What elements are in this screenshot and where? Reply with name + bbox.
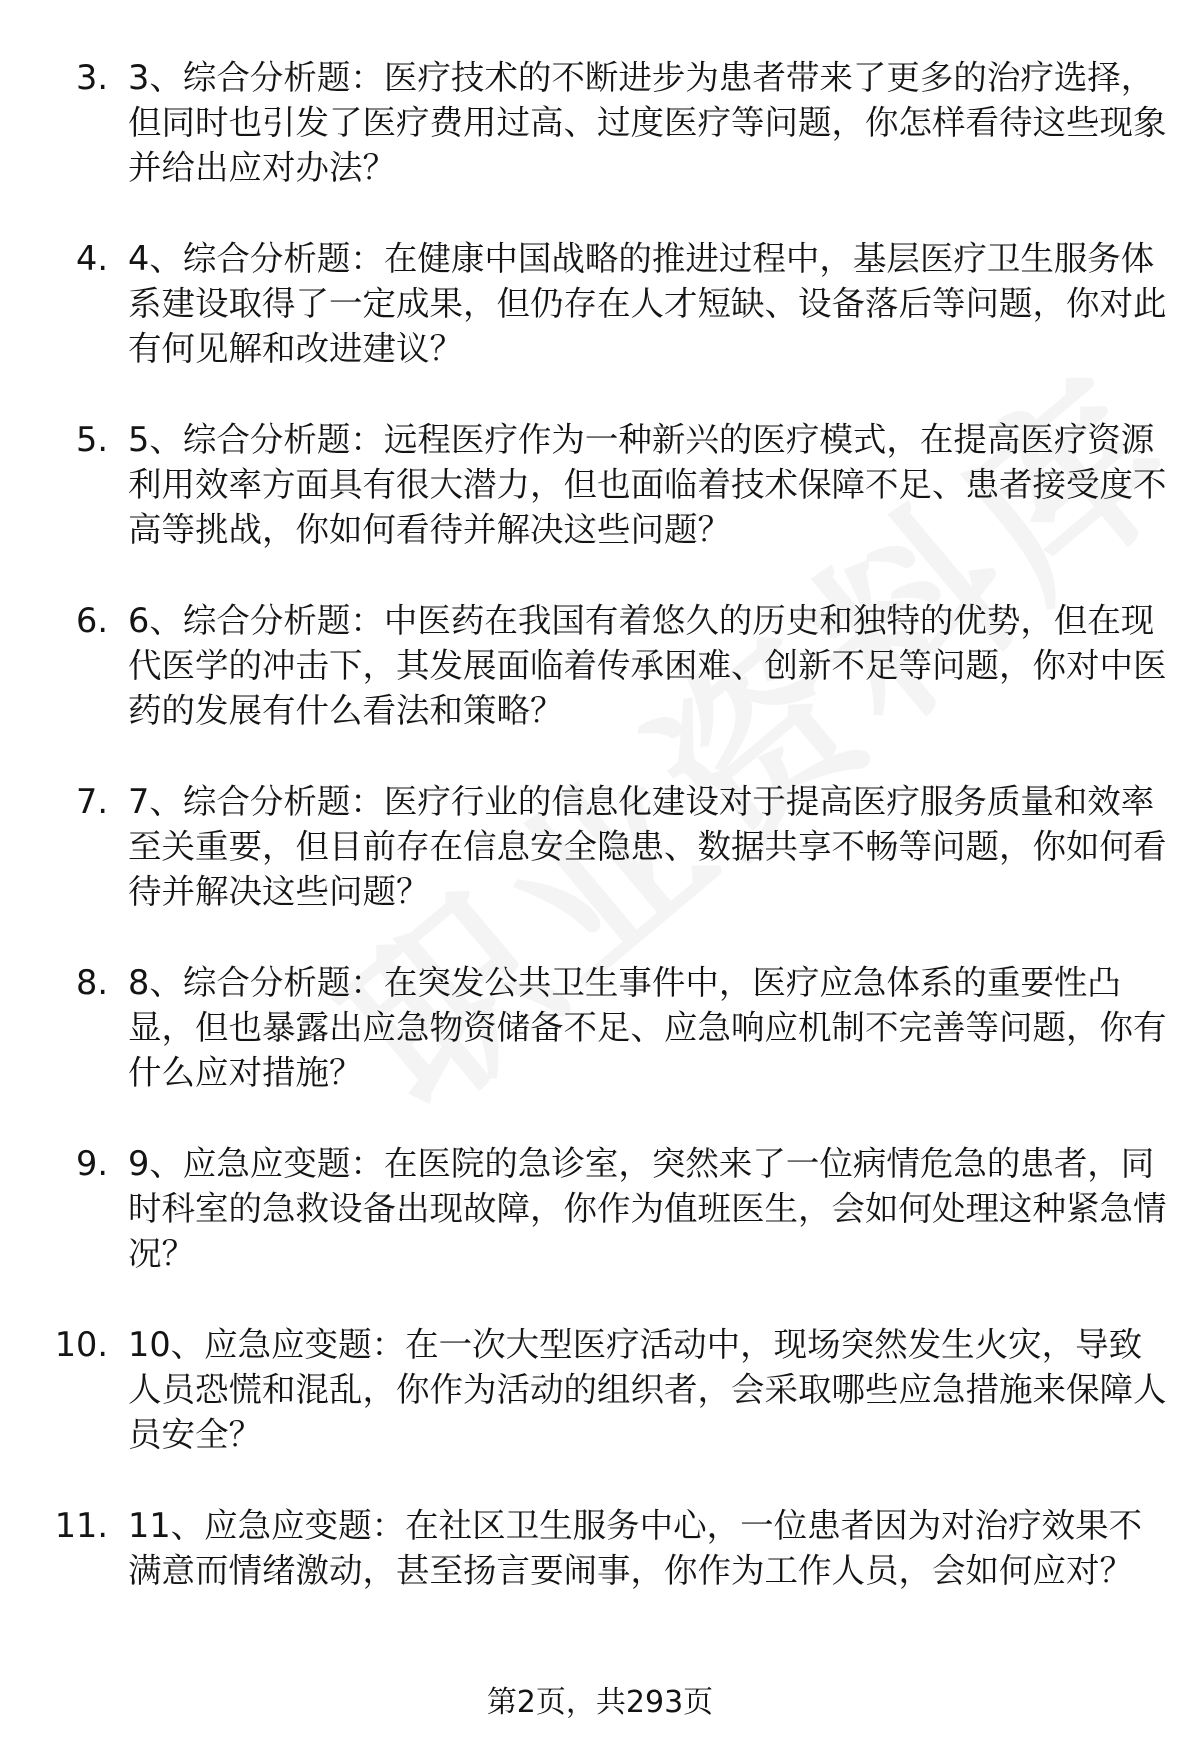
question-item bbox=[0, 779, 1200, 960]
list-number: 6. bbox=[76, 601, 108, 640]
page-number: 第2页，共293页 bbox=[486, 1685, 714, 1720]
question-item bbox=[0, 236, 1200, 417]
list-number: 10. bbox=[54, 1325, 108, 1364]
list-number: 7. bbox=[76, 782, 108, 821]
question-text: 6、综合分析题：中医药在我国有着悠久的历史和独特的优势，但在现代医学的冲击下，其发展面临着传承困难、创新不足等问题，你对中医药的发展有什么看法和策略？ bbox=[128, 601, 1167, 730]
list-number: 9. bbox=[76, 1144, 108, 1183]
question-text: 10、应急应变题：在一次大型医疗活动中，现场突然发生火灾，导致人员恐慌和混乱，你作为活动的组织者，会采取哪些应急措施来保障人员安全？ bbox=[128, 1325, 1167, 1454]
question-item bbox=[0, 1322, 1200, 1503]
list-number: 4. bbox=[76, 239, 108, 278]
question-text: 8、综合分析题：在突发公共卫生事件中，医疗应急体系的重要性凸显，但也暴露出应急物资储备不足、应急响应机制不完善等问题，你有什么应对措施？ bbox=[128, 963, 1167, 1092]
list-number: 8. bbox=[76, 963, 108, 1002]
question-text: 4、综合分析题：在健康中国战略的推进过程中，基层医疗卫生服务体系建设取得了一定成果，但仍存在人才短缺、设备落后等问题，你对此有何见解和改进建议？ bbox=[128, 239, 1167, 368]
question-item bbox=[0, 960, 1200, 1141]
question-item bbox=[0, 1141, 1200, 1322]
list-number: 11. bbox=[54, 1506, 108, 1545]
question-text: 5、综合分析题：远程医疗作为一种新兴的医疗模式，在提高医疗资源利用效率方面具有很大潜力，但也面临着技术保障不足、患者接受度不高等挑战，你如何看待并解决这些问题？ bbox=[128, 420, 1167, 549]
question-item bbox=[0, 417, 1200, 598]
list-number: 3. bbox=[76, 58, 108, 97]
question-item bbox=[0, 55, 1200, 236]
question-item bbox=[0, 598, 1200, 779]
question-item bbox=[0, 1503, 1200, 1684]
question-text: 11、应急应变题：在社区卫生服务中心，一位患者因为对治疗效果不满意而情绪激动，甚至扬言要闹事，你作为工作人员，会如何应对？ bbox=[128, 1506, 1143, 1590]
question-text: 9、应急应变题：在医院的急诊室，突然来了一位病情危急的患者，同时科室的急救设备出现故障，你作为值班医生，会如何处理这种紧急情况？ bbox=[128, 1144, 1167, 1273]
list-number: 5. bbox=[76, 420, 108, 459]
question-text: 3、综合分析题：医疗技术的不断进步为患者带来了更多的治疗选择，但同时也引发了医疗费用过高、过度医疗等问题，你怎样看待这些现象并给出应对办法？ bbox=[128, 58, 1167, 187]
question-text: 7、综合分析题：医疗行业的信息化建设对于提高医疗服务质量和效率至关重要，但目前存在信息安全隐患、数据共享不畅等问题，你如何看待并解决这些问题？ bbox=[128, 782, 1167, 911]
question-list bbox=[0, 55, 1200, 1684]
